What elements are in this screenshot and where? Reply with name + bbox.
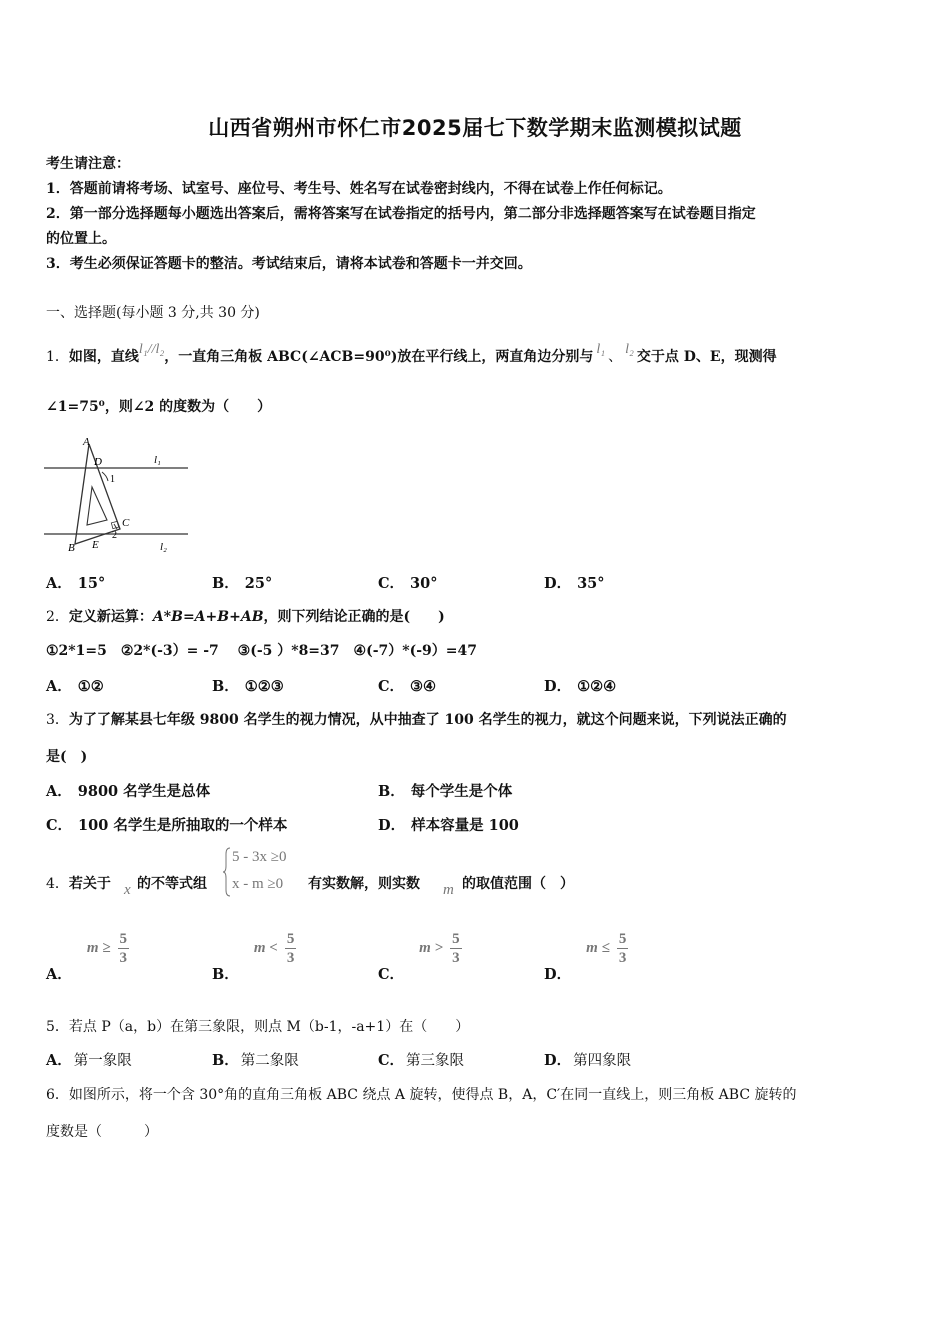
angle-1-arc (102, 472, 108, 481)
variable-m: m (443, 882, 454, 898)
question-text: ，则下列结论正确的是( ) (263, 609, 445, 625)
question-text: 若关于 (68, 876, 111, 892)
option-d[interactable]: D． m ≤ $\frac{5}{3}$ (544, 931, 627, 983)
question-number: 3． (46, 712, 69, 728)
parallel-formula: l₁//l₂ (138, 342, 165, 357)
question-text: 如图，直线 (68, 349, 139, 365)
question-number: 6． (46, 1087, 69, 1103)
option-c[interactable]: C． ③④ (378, 678, 437, 695)
label-A: A (83, 436, 90, 448)
triangle-figure (40, 432, 200, 557)
question-2-statements: ①2*1=5 ②2*(-3）= -7 ③(-5 ）*8=37 ④(-7）*(-9）=47 (46, 643, 477, 659)
question-6-line-1 (46, 1084, 796, 1104)
question-1-line-2: ∠1=75⁰，则∠2 的度数为（ ） (46, 399, 272, 415)
question-3-line-1 (46, 709, 787, 729)
option-a[interactable]: A． m ≥ $\frac{5}{3}$ (46, 931, 128, 983)
option-c[interactable]: C． m > $\frac{5}{3}$ (378, 931, 460, 983)
variable-x: x (124, 882, 131, 898)
question-1-line-1 (46, 342, 777, 366)
notice-item: 3．考生必须保证答题卡的整洁。考试结束后，请将本试卷和答题卡一并交回。 (46, 256, 532, 272)
label-l2: l₂ (160, 541, 167, 553)
label-C: C (122, 517, 130, 529)
inequality-1: 5 - 3x ≥0 (232, 849, 287, 865)
option-d[interactable]: D． ①②④ (544, 678, 617, 695)
notice-item: 1．答题前请将考场、试室号、座位号、考生号、姓名写在试卷密封线内，不得在试卷上作任何标记。 (46, 181, 672, 197)
label-D: D (94, 456, 102, 468)
option-b[interactable]: B． 第二象限 (212, 1052, 299, 1069)
question-text: 交于点 D、E，现测得 (636, 349, 777, 365)
brace-icon (222, 846, 232, 898)
option-a[interactable]: A． ①② (46, 678, 104, 695)
label-2: 2 (112, 530, 117, 541)
option-a[interactable]: A． 15° (46, 575, 106, 592)
question-text: 为了了解某县七年级 9800 名学生的视力情况，从中抽查了 100 名学生的视力，就这个问题来说，下列说法正确的 (68, 712, 787, 728)
question-2-stem (46, 606, 445, 626)
label-B: B (68, 542, 75, 554)
notice-item: 2．第一部分选择题每小题选出答案后，需将答案写在试卷指定的括号内，第二部分非选择题答案写在试卷题目指定 (46, 206, 756, 222)
option-b[interactable]: B． 25° (212, 575, 273, 592)
question-text: 的不等式组 (137, 876, 207, 892)
inequality-2: x - m ≥0 (232, 876, 284, 892)
notice-heading: 考生请注意： (46, 156, 130, 172)
section-heading: 一、选择题(每小题 3 分,共 30 分) (46, 305, 260, 321)
label-E: E (92, 539, 99, 551)
option-b[interactable]: B． m < $\frac{5}{3}$ (212, 931, 295, 983)
question-3-line-2: 是( ) (46, 749, 88, 765)
option-b[interactable]: B． ①②③ (212, 678, 284, 695)
page-title: 山西省朔州市怀仁市2025届七下数学期末监测模拟试题 (208, 116, 742, 140)
question-text: 的取值范围（ ） (462, 876, 574, 892)
label-l1: l₁ (154, 454, 161, 466)
option-b[interactable]: B． 每个学生是个体 (378, 783, 513, 800)
triangle-inner (87, 487, 107, 525)
question-6-line-2: 度数是（ ） (46, 1124, 158, 1140)
line-l1-label: l₁ (596, 342, 606, 357)
question-number: 5． (46, 1019, 69, 1035)
question-4-stem-start (46, 873, 111, 893)
question-5-stem (46, 1016, 469, 1036)
question-number: 4． (46, 876, 69, 892)
option-d[interactable]: D． 35° (544, 575, 605, 592)
option-a[interactable]: A． 第一象限 (46, 1052, 132, 1069)
option-c[interactable]: C． 30° (378, 575, 438, 592)
option-d[interactable]: D． 样本容量是 100 (378, 817, 519, 834)
label-1: 1 (110, 474, 115, 485)
notice-item: 的位置上。 (46, 231, 116, 247)
question-number: 1． (46, 349, 69, 365)
option-a[interactable]: A． 9800 名学生是总体 (46, 783, 211, 800)
option-c[interactable]: C． 100 名学生是所抽取的一个样本 (46, 817, 288, 834)
option-d[interactable]: D． 第四象限 (544, 1052, 632, 1069)
option-c[interactable]: C． 第三象限 (378, 1052, 465, 1069)
operation-formula: A*B=A+B+AB (152, 609, 264, 625)
question-text: 如图所示，将一个含 30°角的直角三角板 ABC 绕点 A 旋转，使得点 B，A，C′在同一直线上，则三角板 ABC 旋转的 (68, 1087, 797, 1103)
line-l2-label: l₂ (625, 342, 634, 357)
separator: 、 (608, 349, 623, 365)
question-text: 若点 P（a，b）在第三象限，则点 M（b-1，-a+1）在（ ） (68, 1019, 470, 1035)
question-text: 定义新运算： (68, 609, 153, 625)
question-text: ，一直角三角板 ABC(∠ACB=90⁰)放在平行线上，两直角边分别与 (164, 349, 594, 365)
question-text: 有实数解，则实数 (308, 876, 420, 892)
question-number: 2． (46, 609, 69, 625)
